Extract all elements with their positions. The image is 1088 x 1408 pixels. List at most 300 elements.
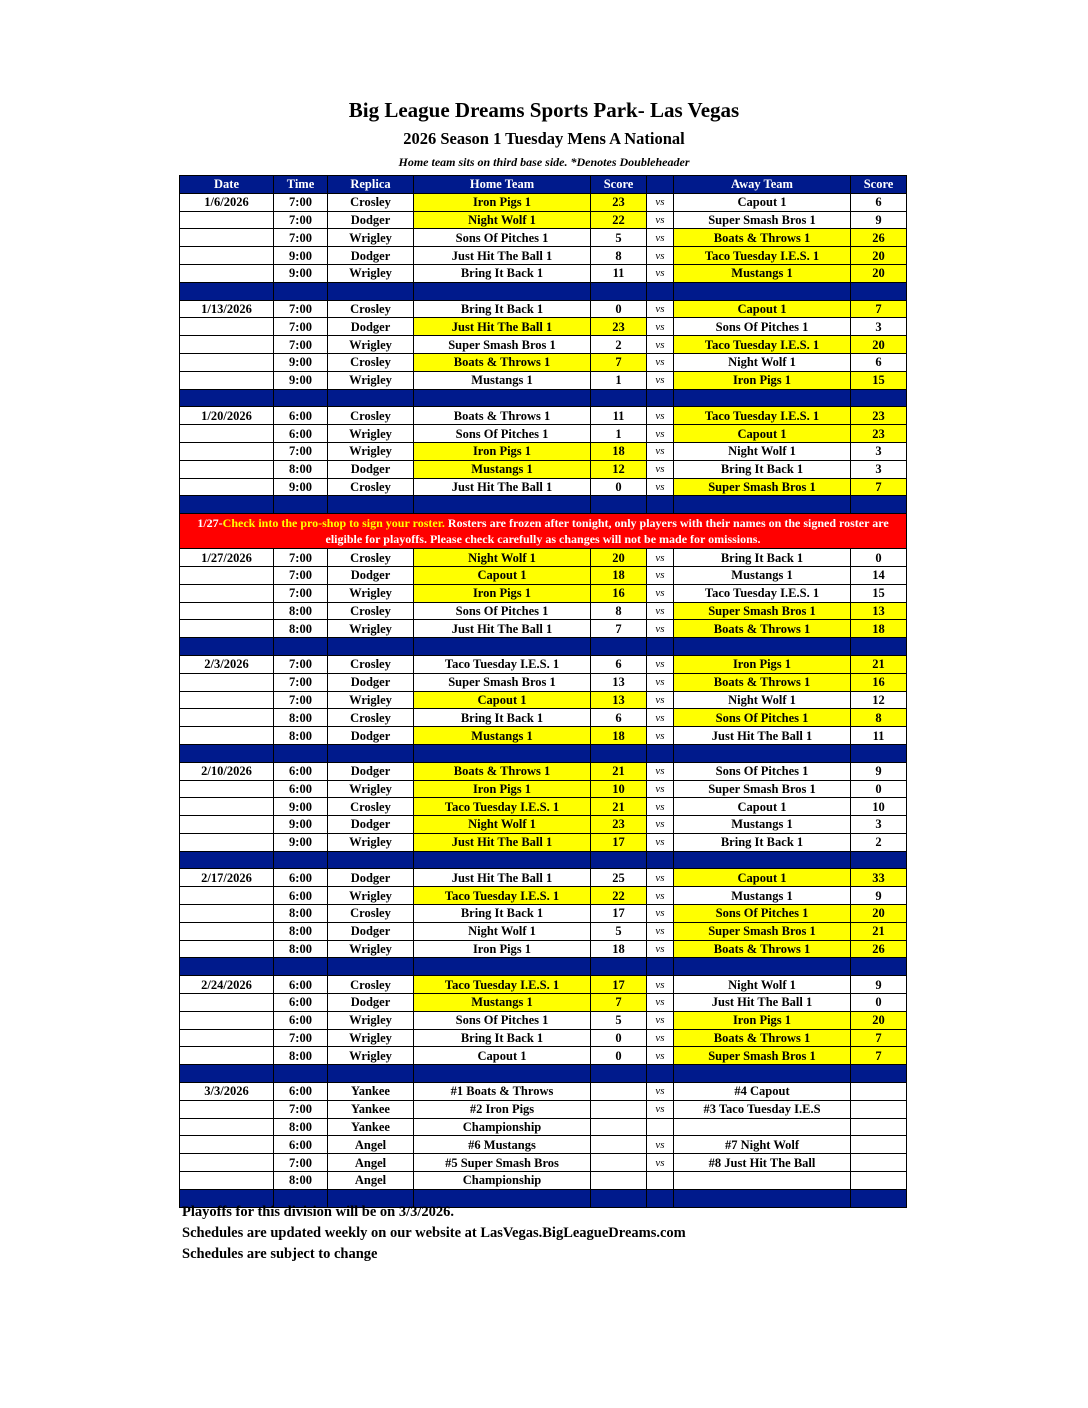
home-score: 18	[591, 940, 647, 958]
game-time: 6:00	[274, 1136, 328, 1154]
game-date	[180, 620, 274, 638]
away-team: Boats & Throws 1	[674, 229, 851, 247]
separator-cell	[180, 1065, 274, 1083]
game-time: 7:00	[274, 442, 328, 460]
week-separator	[180, 496, 907, 514]
notice-body: Rosters are frozen after tonight, only players with their names on the signed roster are eligible for playoffs. Please check carefully as changes will not be made for omissions.	[325, 516, 889, 547]
separator-cell	[647, 1065, 674, 1083]
vs-label: vs	[647, 922, 674, 940]
game-date	[180, 211, 274, 229]
vs-label: vs	[647, 442, 674, 460]
game-time: 7:00	[274, 673, 328, 691]
away-team: #3 Taco Tuesday I.E.S	[674, 1100, 851, 1118]
away-score: 9	[851, 887, 907, 905]
separator-cell	[328, 851, 414, 869]
game-date: 1/20/2026	[180, 407, 274, 425]
home-team: Night Wolf 1	[414, 816, 591, 834]
vs-label: vs	[647, 869, 674, 887]
separator-cell	[851, 744, 907, 762]
separator-cell	[591, 1189, 647, 1207]
separator-cell	[414, 744, 591, 762]
game-date	[180, 264, 274, 282]
schedule-note: Home team sits on third base side. *Denotes Doubleheader	[398, 155, 690, 169]
home-score: 2	[591, 336, 647, 354]
away-team: Iron Pigs 1	[674, 655, 851, 673]
game-date	[180, 1172, 274, 1190]
home-score: 10	[591, 780, 647, 798]
game-replica: Wrigley	[328, 584, 414, 602]
separator-cell	[591, 389, 647, 407]
table-row	[180, 264, 907, 282]
table-row	[180, 425, 907, 443]
vs-label: vs	[647, 425, 674, 443]
table-row	[180, 994, 907, 1012]
game-replica: Crosley	[328, 602, 414, 620]
game-date	[180, 905, 274, 923]
game-date	[180, 1029, 274, 1047]
home-team: Sons Of Pitches 1	[414, 602, 591, 620]
vs-label: vs	[647, 673, 674, 691]
home-score: 7	[591, 994, 647, 1012]
header-home-score: Score	[591, 176, 647, 194]
game-time: 9:00	[274, 816, 328, 834]
separator-cell	[674, 282, 851, 300]
table-row	[180, 780, 907, 798]
game-time: 7:00	[274, 318, 328, 336]
home-team: Night Wolf 1	[414, 922, 591, 940]
separator-cell	[328, 389, 414, 407]
table-row	[180, 1011, 907, 1029]
game-time: 6:00	[274, 1083, 328, 1101]
separator-cell	[647, 958, 674, 976]
home-score: 13	[591, 673, 647, 691]
away-score: 18	[851, 620, 907, 638]
separator-cell	[180, 282, 274, 300]
separator-cell	[414, 958, 591, 976]
home-score: 20	[591, 549, 647, 567]
home-score: 0	[591, 1047, 647, 1065]
vs-label: vs	[647, 887, 674, 905]
header-time: Time	[274, 176, 328, 194]
home-score: 23	[591, 193, 647, 211]
game-time: 8:00	[274, 460, 328, 478]
separator-cell	[180, 958, 274, 976]
home-team: Just Hit The Ball 1	[414, 478, 591, 496]
vs-label	[647, 1118, 674, 1136]
separator-cell	[647, 851, 674, 869]
separator-cell	[274, 958, 328, 976]
game-replica: Wrigley	[328, 1047, 414, 1065]
away-team: #8 Just Hit The Ball	[674, 1154, 851, 1172]
vs-label: vs	[647, 318, 674, 336]
game-date: 2/3/2026	[180, 655, 274, 673]
away-team: Bring It Back 1	[674, 833, 851, 851]
separator-cell	[851, 282, 907, 300]
vs-label: vs	[647, 762, 674, 780]
game-date	[180, 691, 274, 709]
vs-label: vs	[647, 940, 674, 958]
footer-disclaimer: Schedules are subject to change	[182, 1246, 378, 1262]
game-time: 8:00	[274, 940, 328, 958]
game-time: 6:00	[274, 1011, 328, 1029]
game-replica: Wrigley	[328, 833, 414, 851]
game-date	[180, 887, 274, 905]
table-row	[180, 1136, 907, 1154]
away-score: 20	[851, 1011, 907, 1029]
roster-notice	[180, 514, 907, 549]
game-date: 1/27/2026	[180, 549, 274, 567]
away-team: Bring It Back 1	[674, 460, 851, 478]
header-date: Date	[180, 176, 274, 194]
table-row	[180, 602, 907, 620]
home-score: 22	[591, 211, 647, 229]
home-score: 23	[591, 318, 647, 336]
separator-cell	[591, 1065, 647, 1083]
vs-label: vs	[647, 691, 674, 709]
game-time: 7:00	[274, 584, 328, 602]
separator-cell	[414, 496, 591, 514]
game-time: 6:00	[274, 994, 328, 1012]
table-row	[180, 798, 907, 816]
separator-cell	[328, 282, 414, 300]
game-time: 8:00	[274, 709, 328, 727]
vs-label: vs	[647, 300, 674, 318]
game-replica: Crosley	[328, 976, 414, 994]
home-team: Mustangs 1	[414, 727, 591, 745]
home-team: Championship	[414, 1118, 591, 1136]
home-team: Just Hit The Ball 1	[414, 833, 591, 851]
game-time: 7:00	[274, 566, 328, 584]
away-score: 3	[851, 460, 907, 478]
game-date	[180, 1118, 274, 1136]
notice-highlight: Check into the pro-shop to sign your roster.	[222, 516, 445, 531]
game-time: 7:00	[274, 655, 328, 673]
away-team: Super Smash Bros 1	[674, 1047, 851, 1065]
away-score: 20	[851, 905, 907, 923]
home-score: 23	[591, 816, 647, 834]
game-time: 8:00	[274, 1047, 328, 1065]
away-team: Capout 1	[674, 193, 851, 211]
table-row	[180, 905, 907, 923]
away-team: Taco Tuesday I.E.S. 1	[674, 407, 851, 425]
game-time: 7:00	[274, 1029, 328, 1047]
vs-label: vs	[647, 780, 674, 798]
separator-cell	[674, 389, 851, 407]
separator-cell	[274, 638, 328, 656]
game-time: 7:00	[274, 336, 328, 354]
game-date	[180, 833, 274, 851]
game-time: 9:00	[274, 353, 328, 371]
game-replica: Dodger	[328, 869, 414, 887]
game-date	[180, 709, 274, 727]
game-replica: Wrigley	[328, 229, 414, 247]
vs-label: vs	[647, 1011, 674, 1029]
home-score: 7	[591, 353, 647, 371]
game-date	[180, 318, 274, 336]
away-score	[851, 1172, 907, 1190]
vs-label: vs	[647, 584, 674, 602]
game-time: 8:00	[274, 922, 328, 940]
vs-label: vs	[647, 1136, 674, 1154]
home-score: 5	[591, 922, 647, 940]
home-score	[591, 1136, 647, 1154]
away-score: 9	[851, 762, 907, 780]
home-score: 0	[591, 300, 647, 318]
game-time: 9:00	[274, 264, 328, 282]
table-row	[180, 211, 907, 229]
away-team: Super Smash Bros 1	[674, 922, 851, 940]
table-row	[180, 833, 907, 851]
game-date	[180, 1011, 274, 1029]
away-score: 7	[851, 300, 907, 318]
header-away-score: Score	[851, 176, 907, 194]
game-replica: Angel	[328, 1172, 414, 1190]
game-replica: Crosley	[328, 193, 414, 211]
separator-cell	[647, 638, 674, 656]
game-date	[180, 247, 274, 265]
separator-cell	[180, 638, 274, 656]
home-team: Iron Pigs 1	[414, 584, 591, 602]
separator-cell	[328, 958, 414, 976]
game-date: 1/13/2026	[180, 300, 274, 318]
away-score: 23	[851, 407, 907, 425]
away-score: 20	[851, 247, 907, 265]
away-team: Sons Of Pitches 1	[674, 318, 851, 336]
vs-label: vs	[647, 602, 674, 620]
home-score: 18	[591, 727, 647, 745]
away-score: 20	[851, 264, 907, 282]
game-replica: Crosley	[328, 709, 414, 727]
home-team: Taco Tuesday I.E.S. 1	[414, 655, 591, 673]
home-team: Boats & Throws 1	[414, 353, 591, 371]
separator-cell	[591, 638, 647, 656]
home-team: #2 Iron Pigs	[414, 1100, 591, 1118]
away-score: 7	[851, 1029, 907, 1047]
game-time: 7:00	[274, 1154, 328, 1172]
away-team: Night Wolf 1	[674, 353, 851, 371]
vs-label: vs	[647, 229, 674, 247]
home-score: 18	[591, 442, 647, 460]
away-score: 9	[851, 976, 907, 994]
game-date	[180, 798, 274, 816]
game-date	[180, 371, 274, 389]
table-row	[180, 371, 907, 389]
game-date	[180, 940, 274, 958]
game-replica: Wrigley	[328, 940, 414, 958]
separator-cell	[414, 1065, 591, 1083]
home-score: 8	[591, 602, 647, 620]
separator-cell	[851, 496, 907, 514]
separator-cell	[328, 638, 414, 656]
separator-cell	[647, 1189, 674, 1207]
away-team: Boats & Throws 1	[674, 620, 851, 638]
table-row	[180, 655, 907, 673]
separator-cell	[274, 1065, 328, 1083]
away-score: 6	[851, 353, 907, 371]
week-separator	[180, 389, 907, 407]
game-time: 8:00	[274, 1118, 328, 1136]
separator-cell	[674, 638, 851, 656]
separator-cell	[647, 389, 674, 407]
game-time: 9:00	[274, 833, 328, 851]
away-score: 7	[851, 1047, 907, 1065]
away-score: 16	[851, 673, 907, 691]
game-time: 7:00	[274, 211, 328, 229]
separator-cell	[851, 851, 907, 869]
table-row	[180, 584, 907, 602]
table-row	[180, 1172, 907, 1190]
game-time: 7:00	[274, 549, 328, 567]
home-score: 17	[591, 833, 647, 851]
away-score: 8	[851, 709, 907, 727]
vs-label: vs	[647, 336, 674, 354]
away-team: Night Wolf 1	[674, 691, 851, 709]
separator-cell	[414, 282, 591, 300]
separator-cell	[674, 1189, 851, 1207]
game-replica: Dodger	[328, 762, 414, 780]
separator-cell	[851, 1189, 907, 1207]
separator-cell	[647, 282, 674, 300]
game-replica: Yankee	[328, 1118, 414, 1136]
game-time: 8:00	[274, 727, 328, 745]
away-team: Bring It Back 1	[674, 549, 851, 567]
table-row	[180, 478, 907, 496]
vs-label: vs	[647, 905, 674, 923]
away-team: Capout 1	[674, 798, 851, 816]
header-home-team: Home Team	[414, 176, 591, 194]
game-date	[180, 353, 274, 371]
separator-cell	[674, 851, 851, 869]
table-row	[180, 1118, 907, 1136]
away-score: 12	[851, 691, 907, 709]
game-time: 8:00	[274, 602, 328, 620]
game-replica: Wrigley	[328, 780, 414, 798]
home-score: 16	[591, 584, 647, 602]
game-replica: Dodger	[328, 318, 414, 336]
away-team: Night Wolf 1	[674, 442, 851, 460]
away-team: Capout 1	[674, 425, 851, 443]
table-row	[180, 549, 907, 567]
home-team: Bring It Back 1	[414, 709, 591, 727]
home-score: 11	[591, 407, 647, 425]
separator-cell	[591, 744, 647, 762]
away-team: Capout 1	[674, 300, 851, 318]
game-replica: Wrigley	[328, 336, 414, 354]
home-score: 17	[591, 976, 647, 994]
home-score: 7	[591, 620, 647, 638]
away-score: 0	[851, 549, 907, 567]
game-time: 6:00	[274, 425, 328, 443]
table-header	[180, 176, 907, 194]
away-score: 2	[851, 833, 907, 851]
game-date	[180, 816, 274, 834]
vs-label: vs	[647, 727, 674, 745]
game-replica: Dodger	[328, 922, 414, 940]
separator-cell	[180, 851, 274, 869]
table-row	[180, 193, 907, 211]
vs-label: vs	[647, 1029, 674, 1047]
away-score: 14	[851, 566, 907, 584]
game-date	[180, 1100, 274, 1118]
game-replica: Crosley	[328, 300, 414, 318]
game-replica: Crosley	[328, 655, 414, 673]
table-row	[180, 709, 907, 727]
separator-cell	[851, 1065, 907, 1083]
away-score: 23	[851, 425, 907, 443]
game-time: 7:00	[274, 691, 328, 709]
separator-cell	[591, 282, 647, 300]
vs-label: vs	[647, 460, 674, 478]
game-date	[180, 1154, 274, 1172]
game-date	[180, 602, 274, 620]
page-subtitle: 2026 Season 1 Tuesday Mens A National	[403, 129, 685, 148]
vs-label: vs	[647, 655, 674, 673]
separator-cell	[674, 958, 851, 976]
home-team: Sons Of Pitches 1	[414, 229, 591, 247]
separator-cell	[328, 496, 414, 514]
away-team: Mustangs 1	[674, 264, 851, 282]
game-date	[180, 336, 274, 354]
table-row	[180, 247, 907, 265]
away-team: Boats & Throws 1	[674, 1029, 851, 1047]
home-score: 1	[591, 371, 647, 389]
game-replica: Yankee	[328, 1083, 414, 1101]
game-time: 9:00	[274, 371, 328, 389]
away-score: 11	[851, 727, 907, 745]
away-score: 3	[851, 816, 907, 834]
home-team: Sons Of Pitches 1	[414, 425, 591, 443]
separator-cell	[591, 496, 647, 514]
separator-cell	[274, 496, 328, 514]
game-time: 6:00	[274, 976, 328, 994]
separator-cell	[274, 851, 328, 869]
away-team: Super Smash Bros 1	[674, 211, 851, 229]
away-team: Just Hit The Ball 1	[674, 727, 851, 745]
game-time: 8:00	[274, 620, 328, 638]
home-team: Capout 1	[414, 1047, 591, 1065]
home-team: #1 Boats & Throws	[414, 1083, 591, 1101]
game-date	[180, 673, 274, 691]
home-score: 11	[591, 264, 647, 282]
game-date	[180, 460, 274, 478]
home-team: Championship	[414, 1172, 591, 1190]
footer-playoffs: Playoffs for this division will be on 3/3/2026.	[182, 1204, 455, 1220]
away-score: 9	[851, 211, 907, 229]
vs-label: vs	[647, 478, 674, 496]
home-score	[591, 1118, 647, 1136]
game-date: 2/24/2026	[180, 976, 274, 994]
game-date	[180, 229, 274, 247]
vs-label: vs	[647, 1100, 674, 1118]
away-score: 7	[851, 478, 907, 496]
home-score: 21	[591, 798, 647, 816]
home-team: Just Hit The Ball 1	[414, 869, 591, 887]
game-replica: Crosley	[328, 353, 414, 371]
week-separator	[180, 282, 907, 300]
away-team: Sons Of Pitches 1	[674, 905, 851, 923]
table-row	[180, 229, 907, 247]
separator-cell	[180, 389, 274, 407]
game-date: 3/3/2026	[180, 1083, 274, 1101]
game-replica: Wrigley	[328, 442, 414, 460]
vs-label: vs	[647, 1047, 674, 1065]
table-row	[180, 1047, 907, 1065]
home-team: Mustangs 1	[414, 460, 591, 478]
game-time: 6:00	[274, 407, 328, 425]
week-separator	[180, 1065, 907, 1083]
away-team: Taco Tuesday I.E.S. 1	[674, 247, 851, 265]
game-replica: Dodger	[328, 460, 414, 478]
